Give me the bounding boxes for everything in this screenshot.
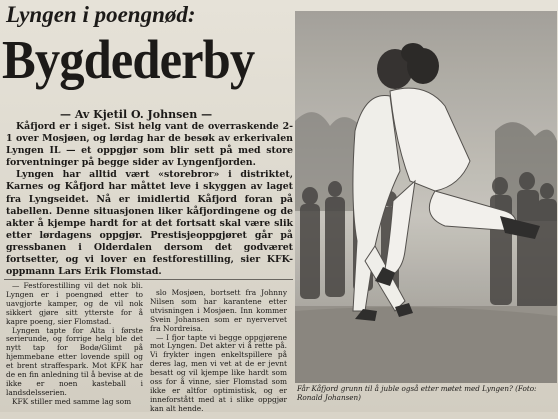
- body-paragraph: slo Mosjøen, bortsett fra Johnny Nilsen som har karantene etter utvisningen i Mosjøen. Inn kommer Svein Johansen som er nyervervet fra Nordreisa.: [150, 289, 287, 333]
- body-column-left: [6, 282, 143, 412]
- body-paragraph: — Festforestilling vil det nok bli. Lyngen er i poengnød etter to uavgjorte kamper, og de vil nok sikkert gjøre sitt ytterste for å kapre poeng, sier Flomstad.: [6, 282, 143, 326]
- lead-paragraph: Lyngen har alltid vært «storebror» i distriktet, Karnes og Kåfjord har måttet leve i skyggen av laget fra Lyngseidet. Nå er imidlertid Kåfjord foran på tabellen. Denne situasjonen liker kåfjordingene og de akter å kjempe hardt for at det fortsatt skal være slik etter lørdagens oppgjør. Prestisjeoppgjøret går på gressbanen i Olderdalen dersom det godværet fortsetter, og vi lover en festforestilling, sier KFK-oppmann Lars Erik Flomstad.: [6, 169, 293, 278]
- article-byline: — Av Kjetil O. Johnsen —: [60, 108, 213, 121]
- football-players-illustration: [295, 11, 557, 383]
- body-paragraph: Lyngen tapte for Alta i første serierunde, og forrige helg ble det nytt tap for Bodø/Glimt på hjemmebane etter lovende spill og et brent straffespark. Mot KFK har de en fin anledning til å bevise at de ikke er noen kasteball i landsdelsserien.: [6, 325, 143, 397]
- body-column-right: [150, 289, 287, 419]
- article-kicker: Lyngen i poengnød:: [6, 2, 196, 27]
- article-lead: [6, 121, 293, 278]
- article-headline: Bygdederby: [2, 29, 255, 90]
- match-photo: [295, 11, 557, 383]
- photo-caption: Får Kåfjord grunn til å juble også etter møtet med Lyngen? (Foto: Ronald Johansen): [297, 384, 537, 402]
- body-paragraph: KFK stiller med samme lag som: [12, 396, 132, 406]
- body-paragraph: — I fjor tapte vi begge oppgjørene mot Lyngen. Det akter vi å rette på. Vi frykter ingen enkeltspillere på deres lag, men vi vet at de er jevnt besatt og vil kjempe like hardt som oss for å vinne, sier Flomstad som ikke er altfor optimistisk, og er inneforstått med at i slike oppgjør kan alt hende.: [150, 332, 287, 413]
- lead-paragraph: Kåfjord er i siget. Sist helg vant de overraskende 2-1 over Mosjøen, og lørdag har de besøk av erkerivalen Lyngen IL — et oppgjør som blir sett på med store forventninger på begge sider av Lyngenfjorden.: [6, 121, 293, 169]
- column-divider: [4, 279, 293, 280]
